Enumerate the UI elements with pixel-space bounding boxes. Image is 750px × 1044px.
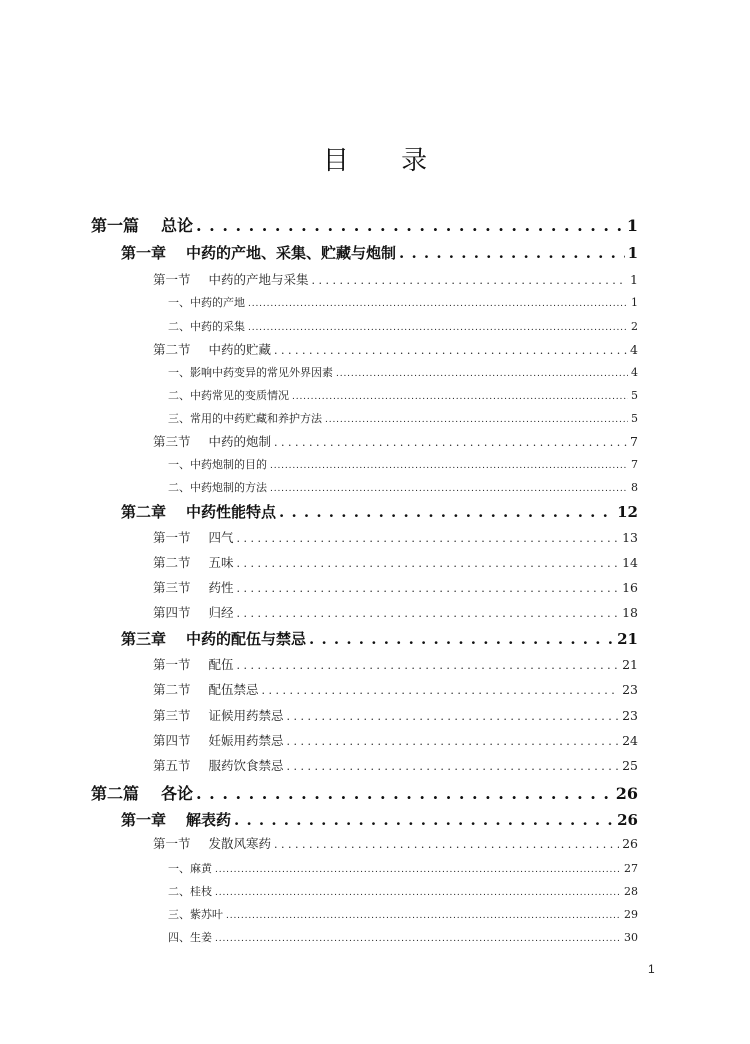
dot-leader: [399, 244, 625, 262]
dot-leader: [237, 557, 620, 570]
dot-leader: [287, 760, 620, 773]
toc-entry-page: 1: [626, 216, 638, 235]
dot-leader: [279, 503, 614, 521]
toc-entry-page: 12: [617, 503, 638, 521]
toc-entry[interactable]: [153, 553, 638, 571]
toc-entry-title: 中药炮制的目的: [190, 458, 267, 471]
dot-leader: [292, 392, 628, 402]
toc-entry-page: 7: [631, 458, 638, 471]
toc-entry-page: 14: [622, 555, 638, 570]
toc-entry-page: 2: [631, 320, 638, 333]
toc-entry-number: 第一章: [121, 244, 167, 262]
toc-entry-number: 第五节: [153, 758, 191, 773]
toc-entry-number: 一、: [168, 296, 190, 309]
toc-entry[interactable]: [153, 756, 638, 774]
toc-entry[interactable]: [153, 528, 638, 546]
dot-leader: [237, 659, 620, 672]
toc-entry-label: [121, 242, 396, 263]
toc-entry-title: 中药炮制的方法: [190, 481, 267, 494]
toc-entry-number: 第一节: [153, 836, 191, 851]
dot-leader: [248, 323, 628, 333]
toc-entry[interactable]: [153, 340, 638, 358]
toc-entry-page: 24: [622, 733, 638, 748]
toc-entry[interactable]: [168, 364, 638, 380]
toc-entry-label: [153, 553, 234, 571]
toc-entry[interactable]: [153, 432, 638, 450]
toc-entry[interactable]: [153, 834, 638, 852]
toc-entry-label: [168, 410, 322, 426]
toc-entry-number: 第三节: [153, 580, 191, 595]
toc-entry-title: 中药的产地与采集: [208, 272, 309, 287]
toc-entry-title: 药性: [208, 580, 234, 595]
toc-entry-label: [153, 340, 271, 358]
toc-entry-page: 7: [630, 434, 638, 449]
toc-entry-number: 第三节: [153, 434, 191, 449]
dot-leader: [215, 888, 621, 898]
toc-entry-page: 28: [624, 885, 638, 898]
toc-entry-page: 5: [631, 412, 638, 425]
toc-entry-title: 归经: [208, 605, 234, 620]
toc-entry[interactable]: [168, 294, 638, 310]
toc-entry-label: [153, 834, 271, 852]
toc-entry[interactable]: [121, 809, 638, 830]
toc-entry-label: [168, 318, 245, 334]
dot-leader: [237, 532, 620, 545]
toc-entry-title: 五味: [208, 555, 234, 570]
toc-entry-title: 影响中药变异的常见外界因素: [190, 366, 333, 379]
dot-leader: [270, 484, 628, 494]
toc-entry-title: 中药的贮藏: [208, 342, 272, 357]
toc-entry-page: 23: [622, 708, 638, 723]
toc-entry-number: 第二节: [153, 682, 191, 697]
toc-entry-label: [168, 387, 289, 403]
dot-leader: [287, 710, 620, 723]
dot-leader: [234, 811, 614, 829]
toc-entry-label: [153, 432, 271, 450]
toc-entry[interactable]: [91, 213, 638, 236]
toc-entry[interactable]: [168, 883, 638, 899]
toc-entry-number: 二、: [168, 320, 190, 333]
toc-entry-title: 配伍禁忌: [208, 682, 259, 697]
dot-leader: [274, 344, 627, 357]
toc-entry-number: 二、: [168, 481, 190, 494]
toc-entry[interactable]: [121, 628, 638, 649]
toc-entry-label: [153, 655, 234, 673]
toc-entry-page: 30: [624, 931, 638, 944]
toc-entry[interactable]: [168, 456, 638, 472]
toc-entry-title: 常用的中药贮藏和养护方法: [190, 412, 322, 425]
toc-entry-page: 13: [622, 530, 638, 545]
page-number: 1: [648, 962, 655, 976]
toc-entry-number: 第一节: [153, 530, 191, 545]
toc-entry-number: 一、: [168, 862, 190, 875]
toc-entry-title: 中药性能特点: [186, 503, 277, 521]
toc-entry[interactable]: [91, 781, 638, 804]
toc-entry-number: 第四节: [153, 733, 191, 748]
toc-entry[interactable]: [168, 387, 638, 403]
toc-entry-label: [153, 731, 284, 749]
toc-entry-label: [153, 528, 234, 546]
toc-entry[interactable]: [153, 578, 638, 596]
toc-entry-number: 第四节: [153, 605, 191, 620]
toc-entry-title: 麻黄: [190, 862, 212, 875]
toc-entry-title: 解表药: [186, 811, 232, 829]
dot-leader: [215, 934, 621, 944]
toc-entry-number: 四、: [168, 931, 190, 944]
dot-leader: [248, 299, 628, 309]
toc-entry-label: [168, 929, 212, 945]
toc-entry[interactable]: [168, 479, 638, 495]
toc-entry-page: 1: [630, 272, 638, 287]
toc-entry-label: [153, 680, 259, 698]
toc-entry-title: 证候用药禁忌: [208, 708, 284, 723]
toc-entry[interactable]: [121, 501, 638, 522]
toc-entry-title: 总论: [161, 216, 194, 235]
toc-entry-number: 二、: [168, 885, 190, 898]
toc-entry-title: 各论: [161, 784, 194, 803]
toc-entry-number: 第一章: [121, 811, 167, 829]
dot-leader: [287, 735, 620, 748]
toc-entry-number: 第二节: [153, 342, 191, 357]
toc-entry[interactable]: [168, 906, 638, 922]
toc-entry-number: 二、: [168, 389, 190, 402]
toc-entry-label: [168, 479, 267, 495]
dot-leader: [196, 784, 613, 803]
toc-entry[interactable]: [153, 655, 638, 673]
toc-entry-title: 生姜: [190, 931, 212, 944]
toc-entry-number: 一、: [168, 458, 190, 471]
dot-leader: [325, 415, 628, 425]
toc-entry-label: [153, 756, 284, 774]
toc-entry-label: [121, 501, 276, 522]
toc-entry-page: 1: [627, 244, 638, 262]
toc-entry-number: 第三章: [121, 630, 167, 648]
toc-entry-page: 5: [631, 389, 638, 402]
page-title: 目 录: [322, 146, 450, 176]
toc-entry-title: 中药的炮制: [208, 434, 272, 449]
toc-entry-page: 1: [631, 296, 638, 309]
toc-entry-title: 中药的配伍与禁忌: [186, 630, 307, 648]
toc-entry[interactable]: [168, 929, 638, 945]
toc-entry-label: [153, 706, 284, 724]
toc-entry-page: 26: [615, 784, 638, 803]
toc-entry-page: 26: [617, 811, 638, 829]
dot-leader: [237, 607, 620, 620]
dot-leader: [309, 630, 614, 648]
toc-entry[interactable]: [153, 706, 638, 724]
toc-entry[interactable]: [168, 318, 638, 334]
dot-leader: [270, 461, 628, 471]
toc-entry-label: [91, 781, 193, 804]
toc-entry-page: 23: [622, 682, 638, 697]
toc-entry-number: 第二节: [153, 555, 191, 570]
toc-entry[interactable]: [153, 270, 638, 288]
toc-entry-page: 8: [631, 481, 638, 494]
toc-entry-label: [91, 213, 193, 236]
toc-entry[interactable]: [153, 680, 638, 698]
dot-leader: [262, 684, 620, 697]
toc-entry-title: 紫苏叶: [190, 908, 223, 921]
toc-entry-title: 四气: [208, 530, 234, 545]
toc-entry[interactable]: [153, 731, 638, 749]
toc-entry-label: [168, 906, 223, 922]
toc-entry-label: [168, 456, 267, 472]
toc-entry-number: 第一节: [153, 272, 191, 287]
toc-entry-title: 发散风寒药: [208, 836, 272, 851]
toc-entry-label: [153, 578, 234, 596]
toc-entry[interactable]: [168, 410, 638, 426]
toc-entry-number: 三、: [168, 412, 190, 425]
toc-entry-label: [168, 883, 212, 899]
toc-entry-number: 第一节: [153, 657, 191, 672]
toc-entry-title: 桂枝: [190, 885, 212, 898]
toc-entry-title: 中药的产地、采集、贮藏与炮制: [186, 244, 397, 262]
toc-entry-page: 25: [622, 758, 638, 773]
dot-leader: [215, 865, 621, 875]
toc-entry-label: [121, 809, 231, 830]
toc-entry-title: 妊娠用药禁忌: [208, 733, 284, 748]
toc-entry-number: 第一篇: [91, 216, 140, 235]
toc-entry-number: 第三节: [153, 708, 191, 723]
toc-entry-title: 服药饮食禁忌: [208, 758, 284, 773]
dot-leader: [196, 216, 624, 235]
toc-entry[interactable]: [168, 860, 638, 876]
dot-leader: [274, 838, 619, 851]
dot-leader: [336, 369, 628, 379]
toc-entry-page: 29: [624, 908, 638, 921]
toc-entry-page: 16: [622, 580, 638, 595]
toc-entry-label: [121, 628, 306, 649]
toc-entry-label: [168, 860, 212, 876]
toc-entry[interactable]: [121, 242, 638, 263]
toc-entry-page: 4: [631, 366, 638, 379]
toc-entry-label: [153, 270, 309, 288]
toc-entry-number: 一、: [168, 366, 190, 379]
toc-entry-title: 中药常见的变质情况: [190, 389, 289, 402]
toc-entry-title: 中药的产地: [190, 296, 245, 309]
toc-entry-label: [153, 603, 234, 621]
toc-entry-page: 21: [617, 630, 638, 648]
dot-leader: [274, 436, 627, 449]
toc-entry[interactable]: [153, 603, 638, 621]
toc-entry-page: 26: [622, 836, 638, 851]
dot-leader: [226, 911, 621, 921]
toc-entry-page: 18: [622, 605, 638, 620]
toc-entry-page: 27: [624, 862, 638, 875]
toc-entry-label: [168, 294, 245, 310]
toc-entry-number: 第二篇: [91, 784, 140, 803]
dot-leader: [312, 274, 628, 287]
toc-entry-title: 配伍: [208, 657, 234, 672]
toc-entry-number: 三、: [168, 908, 190, 921]
toc-entry-page: 4: [630, 342, 638, 357]
toc-entry-page: 21: [622, 657, 638, 672]
dot-leader: [237, 582, 620, 595]
toc-entry-number: 第二章: [121, 503, 167, 521]
toc-entry-label: [168, 364, 333, 380]
toc-entry-title: 中药的采集: [190, 320, 245, 333]
